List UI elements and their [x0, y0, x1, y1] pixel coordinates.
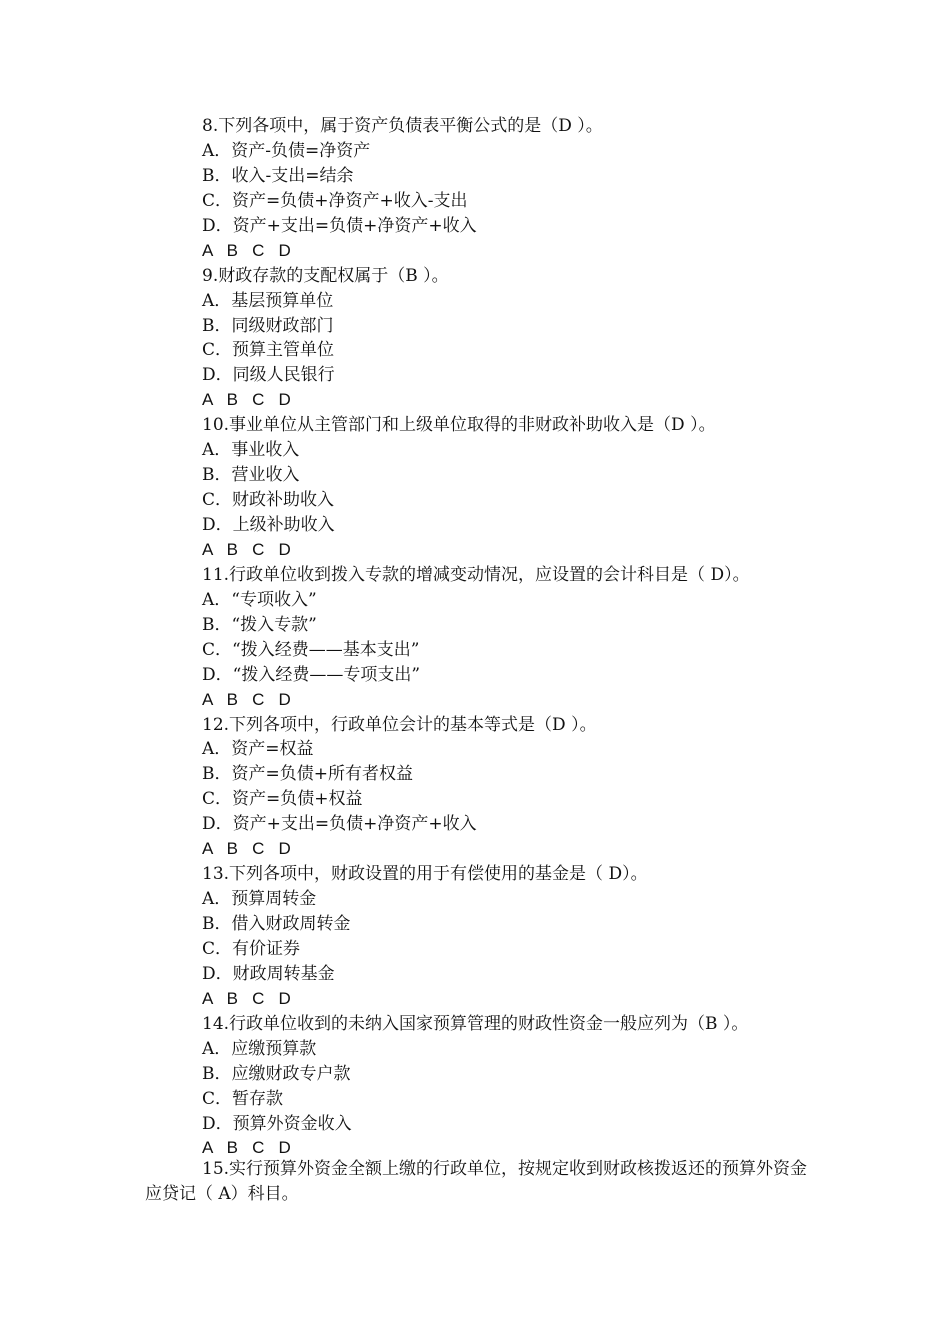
- option-d: D．预算外资金收入: [202, 1113, 352, 1134]
- option-b: B．资产=负债+所有者权益: [202, 764, 413, 785]
- option-d: D．资产+支出=负债+净资产+收入: [202, 814, 477, 835]
- question-stem: 12.下列各项中，行政单位会计的基本等式是（D ）。: [202, 714, 597, 735]
- option-c: C．财政补助收入: [202, 490, 335, 511]
- question-paragraph: 15.实行预算外资金全额上缴的行政单位，按规定收到财政核拨返还的预算外资金应贷记（ A）科目。: [145, 1159, 808, 1204]
- option-c: C．预算主管单位: [202, 340, 335, 361]
- option-d: D．财政周转基金: [202, 963, 335, 984]
- option-a: A．预算周转金: [202, 889, 317, 910]
- option-c: C．资产=负债+净资产+收入-支出: [202, 190, 468, 211]
- answer-choices: A B C D: [202, 390, 291, 410]
- question-stem: 11.行政单位收到拨入专款的增减变动情况，应设置的会计科目是（ D）。: [202, 564, 750, 585]
- option-d: D．资产+支出=负债+净资产+收入: [202, 215, 477, 236]
- option-d: D．“拨入经费——专项支出”: [202, 664, 421, 685]
- answer-choices: A B C D: [202, 240, 291, 260]
- option-a: A．事业收入: [202, 440, 300, 461]
- option-c: C．暂存款: [202, 1088, 284, 1109]
- option-c: C．“拨入经费——基本支出”: [202, 639, 420, 660]
- answer-choices: A B C D: [202, 1138, 291, 1158]
- option-a: A．资产=权益: [202, 739, 314, 760]
- answer-choices: A B C D: [202, 988, 291, 1008]
- option-a: A．基层预算单位: [202, 290, 334, 311]
- answer-choices: A B C D: [202, 839, 291, 859]
- option-b: B．营业收入: [202, 465, 300, 486]
- option-b: B．应缴财政专户款: [202, 1063, 351, 1084]
- answer-choices: A B C D: [202, 539, 291, 559]
- option-c: C．资产=负债+权益: [202, 789, 363, 810]
- option-b: B．借入财政周转金: [202, 914, 351, 934]
- option-d: D．上级补助收入: [202, 515, 335, 535]
- question-stem: 9.财政存款的支配权属于（B ）。: [202, 265, 449, 286]
- option-a: A．“专项收入”: [202, 589, 317, 610]
- question-stem: 10.事业单位从主管部门和上级单位取得的非财政补助收入是（D ）。: [202, 415, 716, 436]
- question-list: [202, 114, 812, 1161]
- question-stem: 13.下列各项中，财政设置的用于有偿使用的基金是（ D）。: [202, 864, 648, 885]
- question-stem: 14.行政单位收到的未纳入国家预算管理的财政性资金一般应列为（B ）。: [202, 1013, 749, 1034]
- option-b: B．收入-支出=结余: [202, 165, 354, 186]
- option-c: C．有价证券: [202, 938, 301, 959]
- option-b: B．“拨入专款”: [202, 614, 317, 635]
- option-a: A．资产-负债=净资产: [202, 140, 371, 161]
- answer-choices: A B C D: [202, 689, 291, 709]
- question-stem: 8.下列各项中，属于资产负债表平衡公式的是（D ）。: [202, 116, 603, 136]
- option-d: D．同级人民银行: [202, 365, 335, 386]
- option-a: A．应缴预算款: [202, 1038, 317, 1059]
- option-b: B．同级财政部门: [202, 315, 334, 336]
